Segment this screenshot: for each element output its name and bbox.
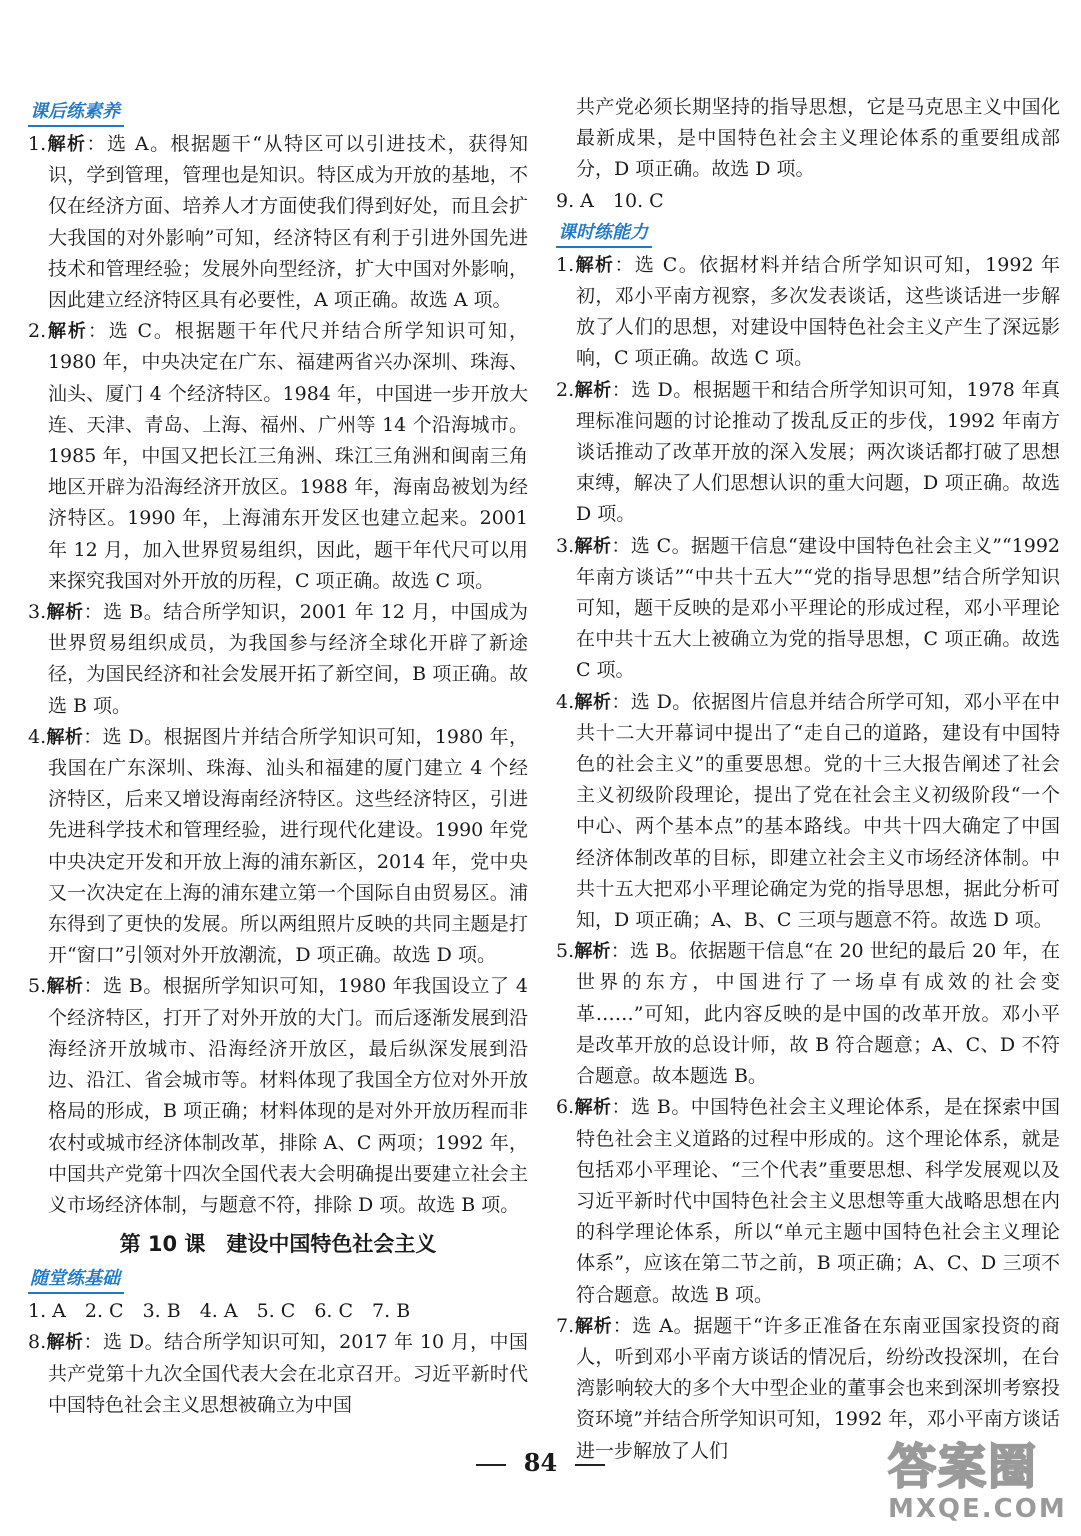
item-text: ：选 A。根据题干“从特区可以引进技术，获得知识，学到管理，管理也是知识。特区成为开放的基地，不仅在经济方面、培养人才方面使我们得到好处，而且会扩大我国的对外影响”可知，经济特区有利于引进外国先进技术和管理经验；发展外向型经济，扩大中国对外影响，因此建立经济特区具有必要性，A 项正确。故选 A 项。 [47, 133, 529, 312]
answer-item [28, 597, 528, 722]
answer-item [28, 316, 528, 597]
lesson-title: 第 10 课 建设中国特色社会主义 [119, 1232, 437, 1257]
item-number: 4. [556, 690, 575, 713]
answer-item [556, 531, 1060, 687]
item-keyword: 解析 [574, 379, 612, 401]
item-number: 1. [556, 253, 575, 276]
answer-key-line: 9. A 10. C [556, 189, 664, 212]
item-text: ：选 D。根据题干和结合所学知识可知，1978 年真理标准问题的讨论推动了拨乱反正的步伐，1992 年南方谈话推动了改革开放的深入发展；两次谈话都打破了思想束缚，解决了人们思想认识的重大问题，D 项正确。故选 D 项。 [575, 378, 1061, 526]
item-number: 2. [28, 320, 47, 343]
item-keyword: 解析 [46, 976, 84, 998]
item-number: 5. [556, 940, 575, 963]
answer-item [556, 936, 1060, 1092]
item-text: ：选 C。根据题干年代尺并结合所学知识可知，1980 年，中央决定在广东、福建两省兴办深圳、珠海、汕头、厦门 4 个经济特区。1984 年，中国进一步开放大连、天津、青岛、上海、福州、广州等 14 个沿海城市。1985 年，中国又把长江三角洲、珠江三角洲和闽南三角地区开辟为沿海经济开放区。1988 年，海南岛被划为经济特区。1990 年，上海浦东开发区也建立起来。2001 年 12 月，加入世界贸易组织，因此，题干年代尺可以用来探究我国对外开放的历程，C 项正确。故选 C 项。 [47, 320, 528, 592]
item-number: 2. [556, 378, 575, 401]
item-keyword: 解析 [46, 726, 84, 748]
item-text: ：选 D。根据图片并结合所学知识可知，1980 年，我国在广东深圳、珠海、汕头和福建的厦门建立 4 个经济特区，后来又增设海南经济特区。这些经济特区，引进先进科学技术和管理经验，进行现代化建设。1990 年党中央决定开发和开放上海的浦东新区，2014 年，党中央又一次决定在上海的浦东建立第一个国际自由贸易区。浦东得到了更快的发展。所以两组照片反映的共同主题是打开“窗口”引领对外开放潮流，D 项正确。故选 D 项。 [47, 725, 529, 967]
right-column [556, 92, 1060, 1467]
footer-dash-right [575, 1464, 605, 1466]
item-keyword: 解析 [46, 602, 84, 624]
item-keyword: 解析 [46, 1332, 84, 1354]
watermark-logo-text: 答案圈 [888, 1439, 1039, 1495]
item-keyword: 解析 [574, 1097, 612, 1119]
answer-item [28, 971, 528, 1221]
item-number: 7. [556, 1314, 575, 1337]
item-text: ：选 A。据题干“许多正准备在东南亚国家投资的商人，听到邓小平南方谈话的情况后，纷纷改投深圳，在台湾影响较大的多个大中型企业的董事会也来到深圳考察投资环境”并结合所学知识可知，1992 年，邓小平南方谈话进一步解放了人们 [575, 1314, 1060, 1462]
answer-item [556, 375, 1060, 531]
item-keyword: 解析 [574, 1315, 613, 1337]
answer-item [28, 722, 528, 972]
continued-text: 共产党必须长期坚持的指导思想，它是马克思主义中国化最新成果，是中国特色社会主义理论体系的重要组成部分，D 项正确。故选 D 项。 [575, 96, 1060, 181]
item-text: ：选 C。依据材料并结合所学知识可知，1992 年初，邓小平南方视察，多次发表谈话，这些谈话进一步解放了人们的思想，对建设中国特色社会主义产生了深远影响，C 项正确。故选 C 项。 [575, 253, 1060, 370]
page-number: 84 [523, 1448, 558, 1477]
answer-item [28, 129, 528, 316]
answer-item [556, 250, 1060, 375]
answer-item [556, 687, 1060, 937]
answer-item [28, 1327, 528, 1421]
item-keyword: 解析 [574, 691, 612, 713]
item-keyword: 解析 [46, 321, 88, 343]
item-text: ：选 D。依据图片信息并结合所学可知，邓小平在中共十二大开幕词中提出了“走自己的道路，建设有中国特色的社会主义”的重要思想。党的十三大报告阐述了社会主义初级阶段理论，提出了党在社会主义初级阶段“一个中心、两个基本点”的基本路线。中共十四大确定了中国经济体制改革的目标，即建立社会主义市场经济体制。中共十五大把邓小平理论确定为党的指导思想，据此分析可知，D 项正确；A、B、C 三项与题意不符。故选 D 项。 [575, 690, 1061, 932]
item-keyword: 解析 [574, 941, 611, 963]
item-number: 5. [28, 975, 47, 998]
item-text: ：选 B。根据所学知识可知，1980 年我国设立了 4 个经济特区，打开了对外开放的大门。而后逐渐发展到沿海经济开放城市、沿海经济开放区，最后纵深发展到沿边、沿江、省会城市等。材料体现了我国全方位对外开放格局的形成，B 项正确；材料体现的是对外开放历程而非农村或城市经济体制改革，排除 A、C 两项；1992 年，中国共产党第十四次全国代表大会明确提出要建立社会主义市场经济体制，与题意不符，排除 D 项。故选 B 项。 [47, 975, 528, 1216]
item-text: ：选 C。据题干信息“建设中国特色社会主义”“1992 年南方谈话”“中共十五大”“党的指导思想”结合所学知识可知，题干反映的是邓小平理论的形成过程，邓小平理论在中共十五大上被确立为党的指导思想，C 项正确。故选 C 项。 [575, 534, 1061, 682]
item-text: ：选 B。中国特色社会主义理论体系，是在探索中国特色社会主义道路的过程中形成的。这个理论体系，就是包括邓小平理论、“三个代表”重要思想、科学发展观以及习近平新时代中国特色社会主义思想等重大战略思想在内的科学理论体系，所以“单元主题中国特色社会主义理论体系”，应该在第二节之前，B 项正确；A、C、D 三项不符合题意。故选 B 项。 [575, 1096, 1060, 1306]
answer-item [556, 1092, 1060, 1310]
item-text: ：选 D。结合所学知识可知，2017 年 10 月，中国共产党第十九次全国代表大会在北京召开。习近平新时代中国特色社会主义思想被确立为中国 [47, 1331, 528, 1416]
item-number: 8. [28, 1331, 47, 1354]
item-number: 6. [556, 1096, 575, 1119]
watermark-domain: MXQE.COM [888, 1494, 1067, 1524]
footer-dash-left [476, 1464, 506, 1466]
item-number: 3. [556, 534, 575, 557]
item-text: ：选 B。结合所学知识，2001 年 12 月，中国成为世界贸易组织成员，为我国参与经济全球化开辟了新途径，为国民经济和社会发展开拓了新空间，B 项正确。故选 B 项。 [47, 601, 529, 717]
section-heading: 课后练素养 [28, 99, 124, 127]
item-number: 3. [28, 601, 47, 624]
item-number: 4. [28, 725, 47, 748]
section-heading: 课时练能力 [556, 220, 652, 248]
section-heading: 随堂练基础 [28, 1266, 124, 1294]
site-watermark [888, 1440, 1068, 1530]
item-number: 1. [28, 133, 47, 155]
item-keyword: 解析 [46, 134, 87, 155]
item-text: ：选 B。依据题干信息“在 20 世纪的最后 20 年，在世界的东方，中国进行了一场卓有成效的社会变革……”可知，此内容反映的是中国的改革开放。邓小平是改革开放的总设计师，故 B 符合题意；A、C、D 不符合题意。故本题选 B。 [575, 940, 1060, 1088]
answer-key-line: 1. A 2. C 3. B 4. A 5. C 6. C 7. B [28, 1300, 411, 1323]
item-keyword: 解析 [574, 535, 612, 557]
left-column [28, 96, 528, 1421]
item-keyword: 解析 [574, 254, 615, 276]
